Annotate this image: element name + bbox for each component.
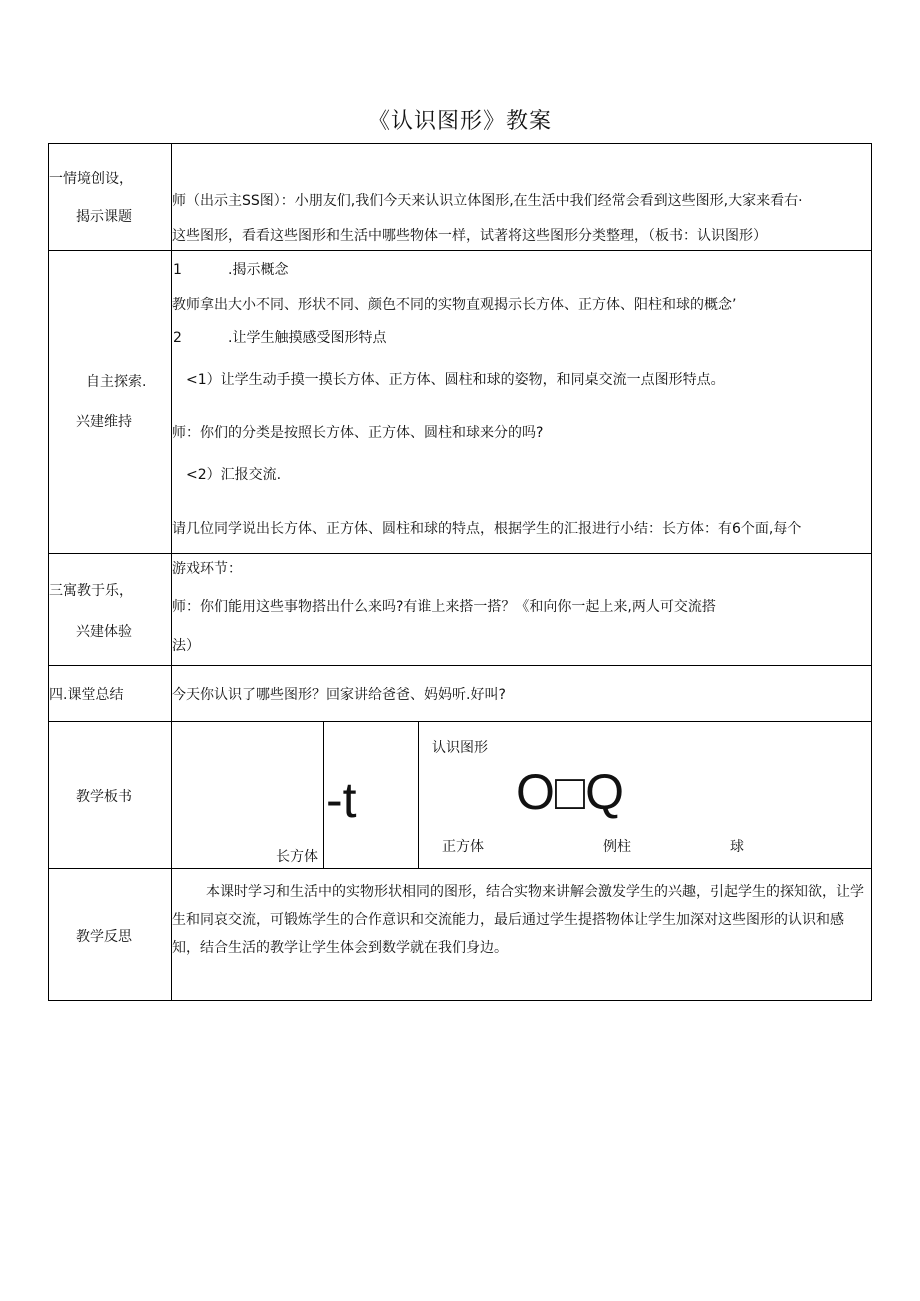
intro-label-line2: 揭示课题	[76, 209, 132, 225]
row-divider-4	[49, 721, 871, 722]
explore-item1-title: .揭示概念	[228, 262, 289, 278]
intro-line1: 师（出示主SS图）：小朋友们,我们今天来认识立体图形,在生活中我们经常会看到这些图形,大家来看右·	[172, 193, 803, 209]
game-line3: 法）	[172, 638, 200, 654]
document-title: 《认识图形》教案	[367, 109, 552, 134]
board-cuboid-label: 长方体	[276, 849, 318, 865]
board-heading: 认识图形	[432, 740, 488, 756]
explore-item2-number: 2	[173, 330, 182, 346]
row-divider-3	[49, 665, 871, 666]
explore-label-line2: 兴建维持	[76, 414, 132, 430]
game-label-line1: 三寓教于乐，	[49, 583, 133, 599]
board-sphere-label: 球	[730, 839, 744, 855]
explore-sub1: <1）让学生动手摸一摸长方体、正方体、圆柱和球的姿物，和同桌交流一点图形特点。	[186, 372, 725, 388]
game-line1: 游戏环节：	[172, 561, 242, 577]
explore-item1-number: 1	[173, 262, 182, 278]
game-line2: 师：你们能用这些事物搭出什么来吗?有谁上来搭一搭？《和向你一起上来,两人可交流搭	[172, 599, 716, 615]
lesson-plan-table	[48, 143, 872, 1001]
board-divider-1	[323, 721, 324, 868]
row-divider-2	[49, 553, 871, 554]
board-shapes: O□Q	[516, 764, 624, 820]
board-divider-2	[418, 721, 419, 868]
board-label: 教学板书	[76, 789, 132, 805]
board-big-glyph: -t	[326, 772, 357, 828]
intro-line2: 这些图形，看看这些图形和生活中哪些物体一样，试著将这些图形分类整理，（板书：认识图形）	[172, 228, 767, 244]
explore-sub2: <2）汇报交流.	[186, 467, 282, 483]
row-divider-1	[49, 250, 871, 251]
reflection-text: 本课时学习和生活中的实物形状相同的图形，结合实物来讲解会激发学生的兴趣，引起学生的探知欲，让学生和同哀交流，可锻炼学生的合作意识和交流能力，最后通过学生提搭物体让学生加深对这些图形的认识和感知，结合生活的教学让学生体会到数学就在我们身边。	[172, 884, 864, 956]
game-label-line2: 兴建体验	[76, 624, 132, 640]
summary-text: 今天你认识了哪些图形？回家讲给爸爸、妈妈听.好叫?	[172, 687, 506, 703]
board-cube-label: 正方体	[442, 839, 484, 855]
reflection-label: 教学反思	[76, 929, 132, 945]
explore-item1-text: 教师拿出大小不同、形状不同、颜色不同的实物直观揭示长方体、正方体、阳柱和球的概念’	[172, 297, 737, 313]
explore-question: 师：你们的分类是按照长方体、正方体、圆柱和球来分的吗?	[172, 425, 544, 441]
summary-label: 四.课堂总结	[49, 687, 124, 703]
board-cylinder-label: 例柱	[603, 839, 631, 855]
explore-item2-title: .让学生触摸感受图形特点	[228, 330, 387, 346]
explore-label-line1: 自主探索.	[86, 374, 147, 390]
intro-label-line1: 一情境创设，	[49, 171, 133, 187]
row-divider-5	[49, 868, 871, 869]
explore-summary: 请几位同学说出长方体、正方体、圆柱和球的特点，根据学生的汇报进行小结：长方体：有6个面,每个	[172, 521, 802, 537]
